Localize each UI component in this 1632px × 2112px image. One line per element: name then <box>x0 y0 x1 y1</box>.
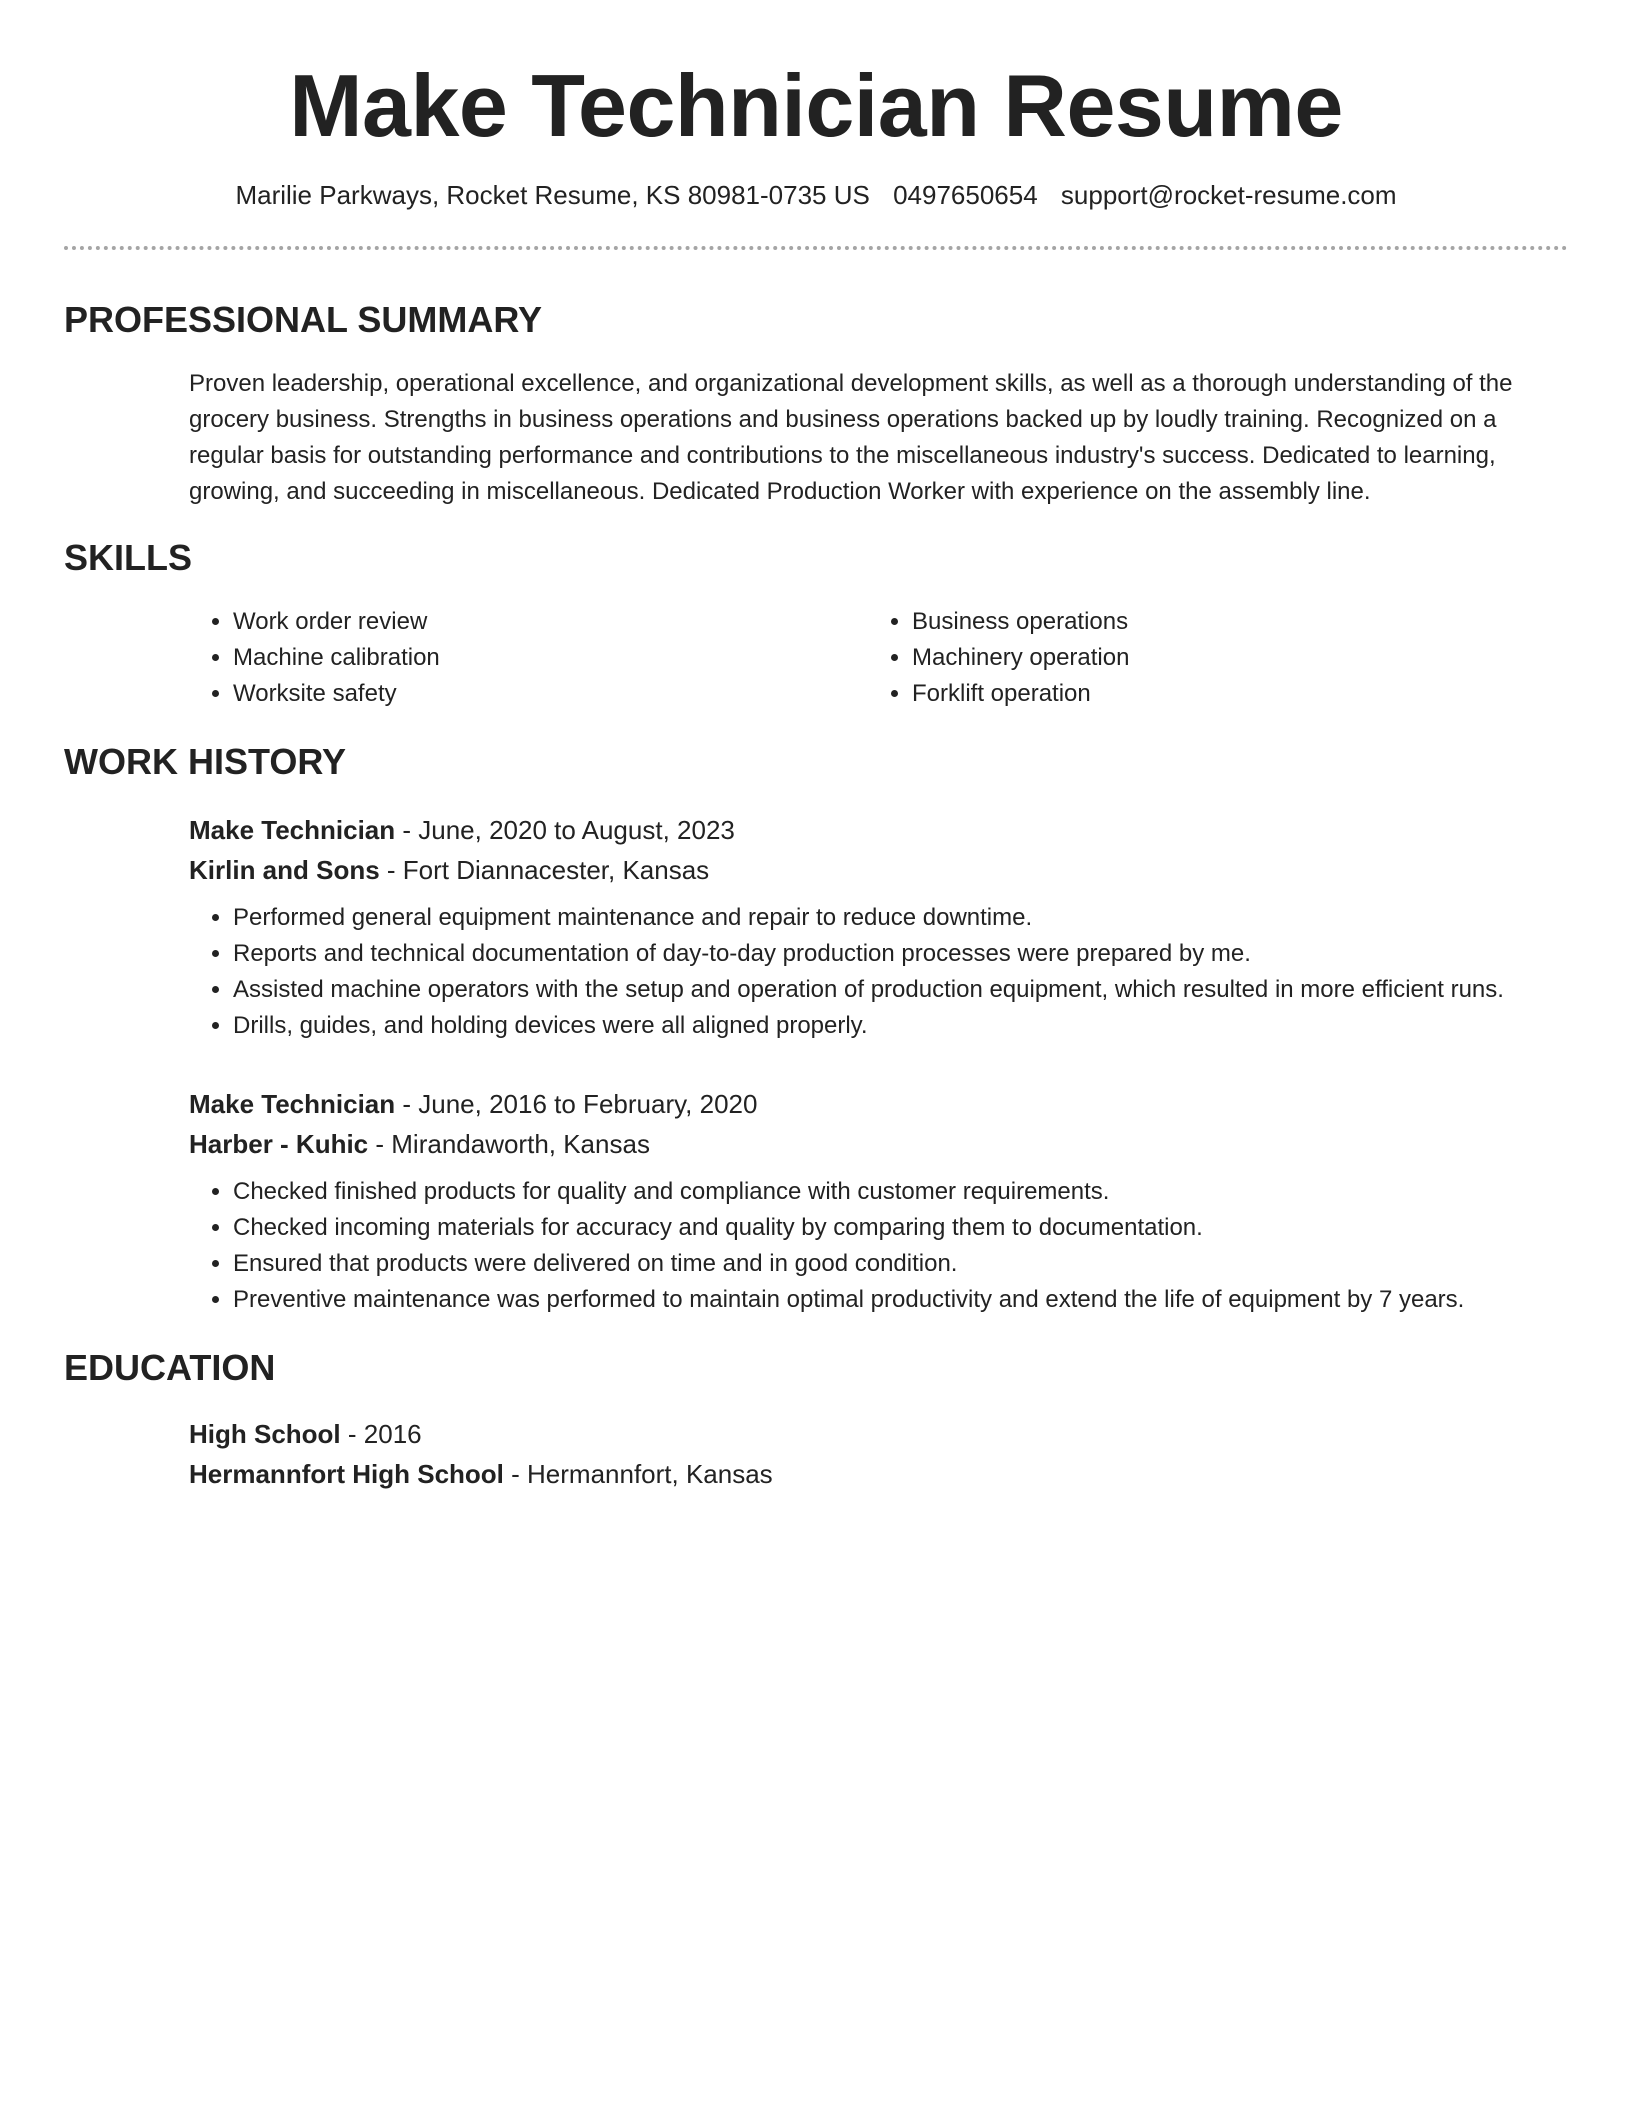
skills-heading: SKILLS <box>64 537 193 578</box>
job-location: - Fort Diannacester, Kansas <box>379 855 710 885</box>
contact-email: support@rocket-resume.com <box>1060 180 1397 210</box>
job-bullets <box>189 900 1568 1044</box>
job-title-line <box>189 1084 1568 1124</box>
contact-phone: 0497650654 <box>893 180 1038 210</box>
job-bullet: • Checked incoming materials for accuracy and quality by comparing them to documentation. <box>233 1210 1568 1246</box>
job-dates: - June, 2020 to August, 2023 <box>395 815 735 845</box>
job-company: Kirlin and Sons <box>189 855 380 885</box>
skill-item: • Forklift operation <box>912 676 1547 712</box>
education-degree-line <box>189 1414 1568 1454</box>
job-entry <box>64 810 1568 1044</box>
skill-item: • Machinery operation <box>912 640 1547 676</box>
work-history-heading: WORK HISTORY <box>64 741 347 782</box>
job-company: Harber - Kuhic <box>189 1129 369 1159</box>
education-degree: High School <box>189 1419 341 1449</box>
skills-column-left <box>189 604 868 712</box>
job-bullet: • Assisted machine operators with the setup and operation of production equipment, which resulted in more efficient runs. <box>233 972 1568 1008</box>
job-location: - Mirandaworth, Kansas <box>368 1129 650 1159</box>
job-company-line <box>189 1124 1568 1164</box>
education-year: - 2016 <box>340 1419 422 1449</box>
skill-item: • Business operations <box>912 604 1547 640</box>
education-location: - Hermannfort, Kansas <box>503 1459 773 1489</box>
education-school-line <box>189 1454 1568 1494</box>
skills-column-right <box>868 604 1547 712</box>
contact-address: Marilie Parkways, Rocket Resume, KS 80981-0735 US <box>235 180 870 210</box>
job-bullet: • Performed general equipment maintenance and repair to reduce downtime. <box>233 900 1568 936</box>
job-company-line <box>189 850 1568 890</box>
education-school: Hermannfort High School <box>189 1459 504 1489</box>
skill-item: • Machine calibration <box>233 640 868 676</box>
header-divider <box>64 246 1568 250</box>
education-entry <box>64 1414 1568 1494</box>
resume-page <box>64 0 1568 1494</box>
summary-text: Proven leadership, operational excellence, and organizational development skills, as well as a thorough understanding of the grocery business. Strengths in business operations and business operations backed up by loudly training. Recognized on a regular basis for outstanding performance and contributions to the miscellaneous industry's success. Dedicated to learning, growing, and succeeding in miscellaneous. Dedicated Production Worker with experience on the assembly line. <box>189 370 1513 505</box>
job-title-line <box>189 810 1568 850</box>
summary-heading: PROFESSIONAL SUMMARY <box>64 299 543 340</box>
education-heading: EDUCATION <box>64 1347 276 1388</box>
job-bullet: • Checked finished products for quality and compliance with customer requirements. <box>233 1174 1568 1210</box>
resume-title: Make Technician Resume <box>289 56 1343 155</box>
job-bullet: • Reports and technical documentation of day-to-day production processes were prepared by me. <box>233 936 1568 972</box>
skill-item: • Worksite safety <box>233 676 868 712</box>
skill-item: • Work order review <box>233 604 868 640</box>
job-bullet: • Preventive maintenance was performed to maintain optimal productivity and extend the life of equipment by 7 years. <box>233 1282 1568 1318</box>
job-title: Make Technician <box>189 1089 396 1119</box>
job-entry <box>64 1084 1568 1318</box>
contact-info <box>64 178 1568 212</box>
job-dates: - June, 2016 to February, 2020 <box>395 1089 758 1119</box>
job-bullet: • Drills, guides, and holding devices were all aligned properly. <box>233 1008 1568 1044</box>
job-title: Make Technician <box>189 815 396 845</box>
job-bullet: • Ensured that products were delivered on time and in good condition. <box>233 1246 1568 1282</box>
job-bullets <box>189 1174 1568 1318</box>
skills-list <box>64 604 1568 712</box>
